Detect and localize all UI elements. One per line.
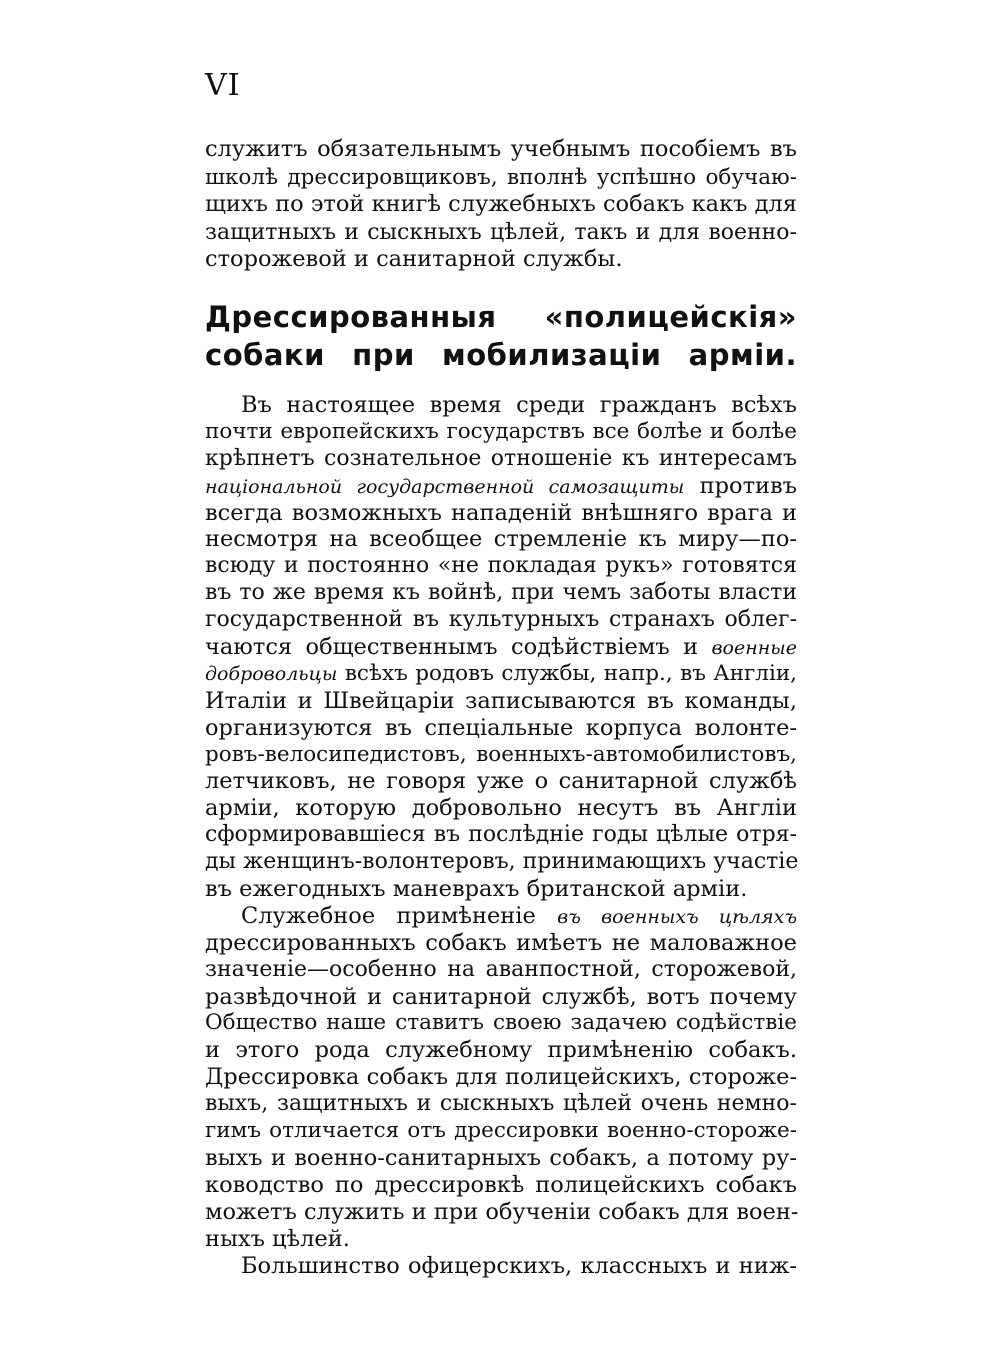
text-line: служитъ обязательнымъ учебнымъ пособіемъ въ — [205, 136, 797, 162]
body-text — [205, 392, 797, 1279]
text-line: гимъ отличается отъ дрессировки военно-стороже- — [205, 1118, 797, 1144]
text-line: крѣпнетъ сознательное отношеніе къ интересамъ — [205, 445, 797, 471]
text-line: выхъ и военно-санитарныхъ собакъ, а потому ру- — [205, 1144, 797, 1171]
text-line: ровъ-велосипедистовъ, военныхъ-автомобилистовъ, — [205, 741, 797, 767]
italic-phrase: добровольцы — [205, 662, 338, 685]
text-line: сторожевой и санитарной службы. — [205, 246, 623, 272]
italic-phrase: въ военныхъ цѣляхъ — [557, 905, 798, 928]
text-line: почти европейскихъ государствъ все болѣе и болѣе — [205, 418, 797, 444]
text-line: несмотря на всеобщее стремленіе къ миру—по- — [205, 526, 797, 553]
text-line — [205, 473, 797, 500]
page-number: VI — [205, 68, 241, 103]
text-line: защитныхъ и сыскныхъ цѣлей, такъ и для военно- — [205, 219, 797, 245]
text-line: въ ежегодныхъ маневрахъ британской арміи. — [205, 876, 748, 903]
text-line: выхъ, защитныхъ и сыскныхъ цѣлей очень немно- — [205, 1091, 797, 1117]
text-line: Дрессировка собакъ для полицейскихъ, стороже- — [205, 1064, 797, 1091]
text-line — [205, 661, 797, 688]
line-start: Служебное примѣненіе — [241, 902, 536, 929]
text-line: сформировавшіеся въ послѣдніе годы цѣлые отря- — [205, 822, 797, 848]
text-line: государственной въ культурныхъ странахъ облег- — [205, 607, 797, 633]
text-line: ководство по дрессировкѣ полицейскихъ собакъ — [205, 1171, 797, 1198]
text-line: и этого рода служебному примѣненію собакъ. — [205, 1037, 797, 1064]
text-line: всегда возможныхъ нападеній внѣшняго врага и — [205, 499, 797, 526]
text-line: Въ настоящее время среди гражданъ всѣхъ — [241, 392, 797, 418]
text-line: Большинство офицерскихъ, классныхъ и ниж- — [241, 1252, 797, 1279]
text-line: арміи, которую добровольно несутъ въ Англіи — [205, 795, 797, 822]
text-line: въ то же время къ войнѣ, при чемъ заботы власти — [205, 580, 797, 606]
text-line: развѣдочной и санитарной службѣ, вотъ почему — [205, 983, 797, 1010]
text-line: Общество наше ставитъ своею задачею содѣйствіе — [205, 1010, 797, 1036]
text-line: школѣ дрессировщиковъ, вполнѣ успѣшно обучаю- — [205, 164, 797, 190]
text-line: дрессированныхъ собакъ имѣетъ не маловажное — [205, 929, 797, 956]
text-line: всюду и постоянно «не покладая рукъ» готовятся — [205, 553, 797, 579]
text-line: Италіи и Швейцаріи записываются въ команды, — [205, 687, 797, 714]
heading-line: Дрессированныя «полицейскія» — [205, 300, 797, 334]
line-rest: противъ — [699, 472, 797, 499]
text-line: ды женщинъ-волонтеровъ, принимающихъ участіе — [205, 849, 799, 875]
line-rest: всѣхъ родовъ службы, напр., въ Англіи, — [344, 660, 797, 686]
text-line — [205, 634, 797, 661]
text-line: летчиковъ, не говоря уже о санитарной службѣ — [205, 768, 797, 795]
italic-phrase: національной государственной самозащиты — [205, 475, 685, 498]
text-line: ныхъ цѣлей. — [205, 1225, 350, 1252]
text-line: можетъ служить и при обученіи собакъ для воен- — [205, 1198, 799, 1225]
italic-phrase: военные — [711, 637, 797, 660]
text-line: организуются въ спеціальные корпуса волонте- — [205, 714, 797, 741]
text-line — [205, 903, 797, 930]
intro-paragraph — [205, 136, 797, 274]
text-line: щихъ по этой книгѣ служебныхъ собакъ какъ для — [205, 191, 797, 217]
heading-line: собаки при мобилизаціи арміи. — [205, 338, 797, 372]
line-start: чаются общественнымъ содѣйствіемъ и — [205, 634, 699, 661]
section-heading — [205, 298, 797, 374]
text-line: значеніе—особенно на аванпостной, сторожевой, — [205, 956, 797, 982]
